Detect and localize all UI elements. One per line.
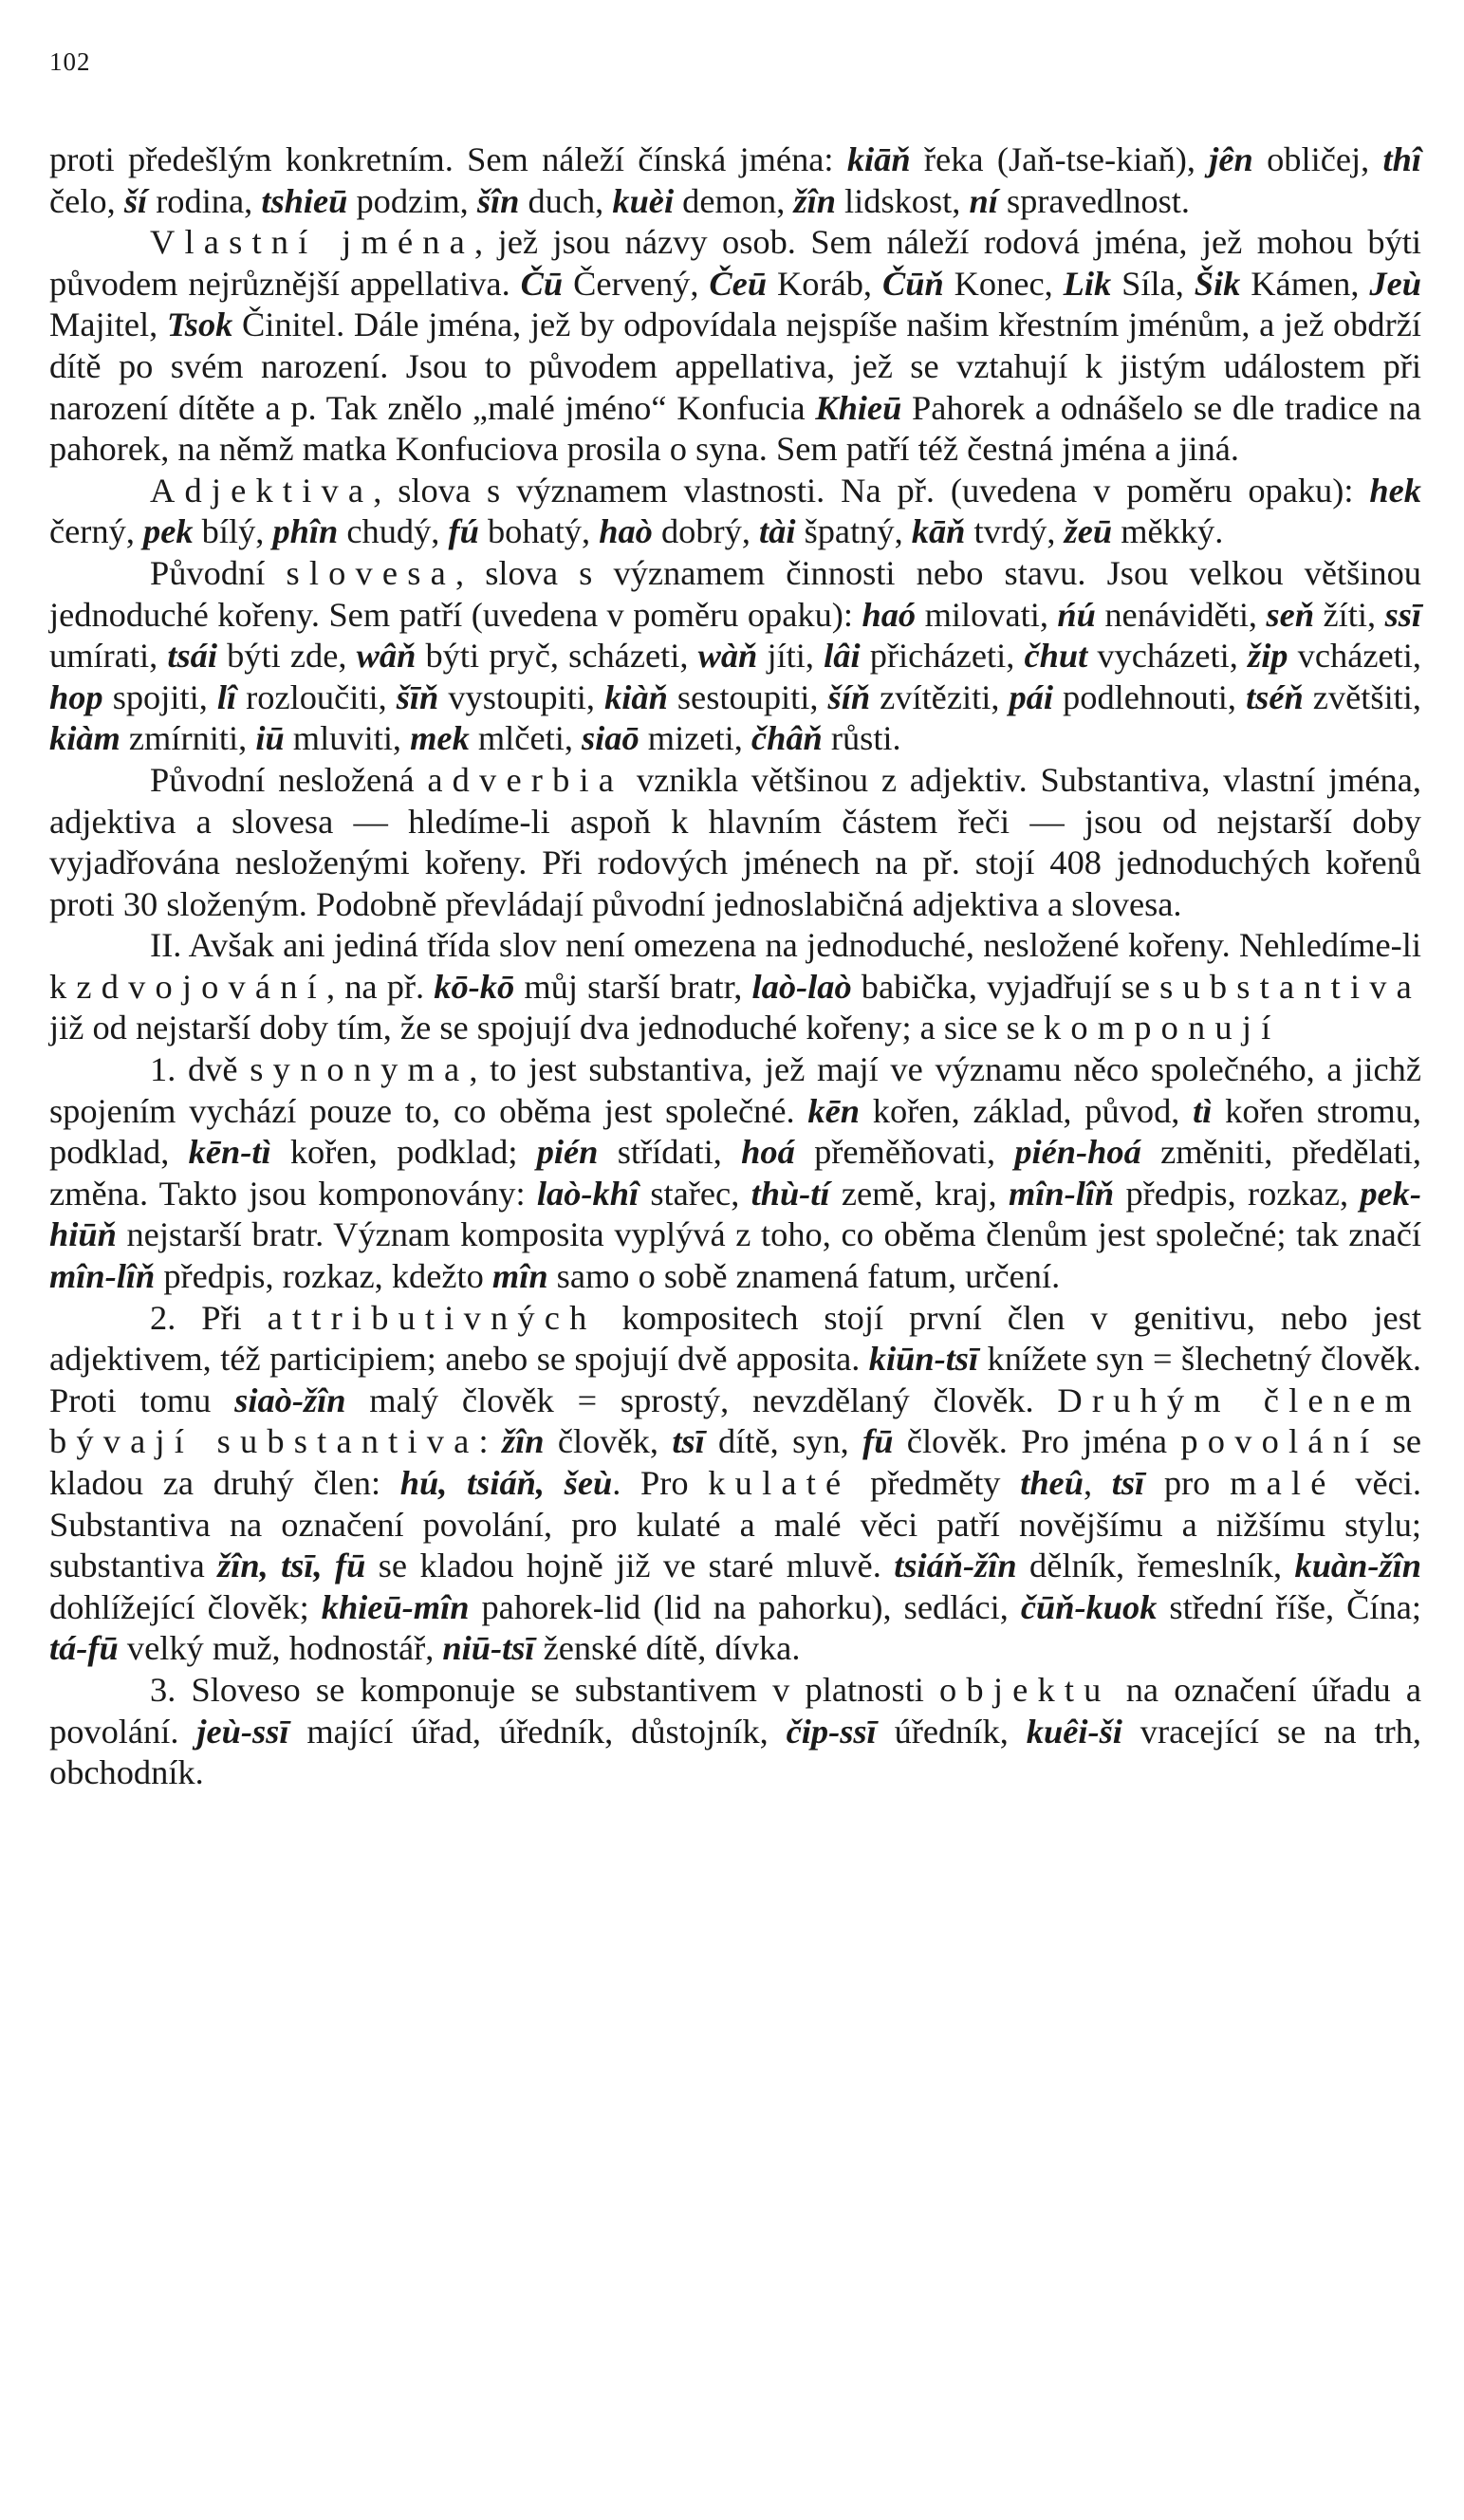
- text-run: pahorek-lid (lid na pahorku), sedláci,: [469, 1587, 1021, 1626]
- text-run: růsti.: [822, 719, 901, 758]
- text-run: zmírniti,: [120, 719, 256, 758]
- term: kēn-tì: [188, 1133, 271, 1172]
- text-run: řeka (Jaň-tse-kiaň),: [910, 140, 1210, 178]
- text-run: mající úřad, úředník, důstojník,: [288, 1712, 787, 1751]
- term: tsī: [1111, 1464, 1145, 1502]
- term: kāň: [911, 512, 966, 551]
- text-run: vycházeti,: [1087, 637, 1249, 676]
- term: tsī: [672, 1422, 705, 1461]
- text-run: duch,: [519, 181, 613, 220]
- text-run: milovati,: [916, 595, 1058, 634]
- term: khieū-mîn: [321, 1587, 470, 1626]
- spaced-term: Druhým členem bývají substantiva: [49, 1380, 1422, 1461]
- term: čhut: [1024, 637, 1088, 676]
- term: niū-tsī: [442, 1629, 535, 1668]
- text-run: chudý,: [338, 512, 449, 551]
- text-run: tvrdý,: [965, 512, 1065, 551]
- text-run: lidskost,: [835, 181, 970, 220]
- text-run: 1. dvě: [150, 1050, 250, 1089]
- text-run: dělník, řemeslník,: [1016, 1547, 1295, 1585]
- text-run: velký muž, hodnostář,: [118, 1629, 443, 1668]
- text-run: měkký.: [1112, 512, 1224, 551]
- spaced-term: slovesa: [286, 553, 455, 592]
- paragraph: [49, 925, 1421, 1049]
- text-run: 2. Při: [150, 1298, 268, 1337]
- term: kuèi: [612, 181, 675, 220]
- text-run: malý člověk = sprostý, nevzdělaný člověk.: [345, 1380, 1058, 1419]
- body-text: [49, 139, 1421, 1794]
- text-run: nenáviděti,: [1095, 595, 1267, 634]
- term: kō-kō: [434, 967, 515, 1006]
- spaced-term: kulaté: [708, 1464, 851, 1502]
- term: Jeù: [1369, 264, 1421, 303]
- text-run: , na př.: [325, 967, 435, 1006]
- spaced-term: povolání: [1180, 1422, 1380, 1461]
- text-run: vracející se na trh, obchodník.: [49, 1712, 1422, 1792]
- text-run: demon,: [674, 181, 794, 220]
- term: hú, tsiáň, šeù: [399, 1464, 613, 1502]
- text-run: vznikla většinou z adjektiv. Substantiva, vlastní jména, adjektiva a slovesa — hledíme-li aspoň k hlavním částem řeči — jsou od nejstarší doby vyjadřována nesloženými kořeny. Při rodových jménech na př. stojí 408 jednoduchých kořenů proti 30 složeným. Podobně převládají původní jednoslabičná adjektiva a slovesa.: [49, 760, 1421, 923]
- text-run: ženské dítě, dívka.: [534, 1629, 801, 1668]
- term: Khieū: [815, 388, 902, 427]
- text-run: střední říše, Čína;: [1157, 1587, 1421, 1626]
- term: fū: [862, 1422, 894, 1461]
- term: tshieū: [261, 181, 348, 220]
- text-run: sestoupiti,: [667, 677, 828, 716]
- text-run: Pahorek a odnášelo se dle tradice na pahorek, na němž matka Konfuciova prosila o syna. Sem patří též čestná jména a jiná.: [49, 388, 1421, 469]
- term: kuêi-ši: [1026, 1712, 1122, 1751]
- text-run: podzim,: [347, 181, 477, 220]
- text-run: spojiti,: [102, 677, 217, 716]
- term: theû: [1020, 1464, 1084, 1502]
- term: čip-ssī: [786, 1712, 877, 1751]
- term: Čeū: [709, 264, 768, 303]
- text-run: kořen, podklad;: [270, 1133, 537, 1172]
- term: šíň: [827, 677, 871, 716]
- term: phîn: [272, 512, 339, 551]
- text-run: předměty: [850, 1464, 1021, 1502]
- text-run: 3. Sloveso se komponuje se substantivem v platnosti: [150, 1670, 940, 1709]
- text-run: , to jest substantiva, jež mají ve významu něco společného, a jichž spojením vychází pouze to, co oběma jest společné.: [49, 1050, 1421, 1130]
- text-run: obličej,: [1252, 140, 1383, 178]
- term: žîn: [793, 181, 836, 220]
- spaced-term: Adjektiva: [150, 471, 374, 510]
- paragraph: [49, 1670, 1421, 1794]
- text-run: Původní: [150, 553, 287, 592]
- term: wàň: [697, 637, 758, 676]
- term: lî: [216, 677, 237, 716]
- term: haó: [862, 595, 917, 634]
- text-run: Konec,: [943, 264, 1064, 303]
- text-run: mlčeti,: [469, 719, 583, 758]
- text-run: mizeti,: [639, 719, 751, 758]
- text-run: Červený,: [563, 264, 710, 303]
- text-run: předpis, rozkaz,: [1114, 1174, 1361, 1213]
- term: tsái: [167, 637, 217, 676]
- term: Čū: [520, 264, 564, 303]
- term: čhâň: [751, 719, 823, 758]
- text-run: dítě, syn,: [704, 1422, 863, 1461]
- text-run: dohlížející člověk;: [49, 1587, 322, 1626]
- term: Lik: [1063, 264, 1112, 303]
- text-run: zvítěziti,: [870, 677, 1010, 716]
- text-run: čelo,: [49, 181, 124, 220]
- text-run: předpis, rozkaz, kdežto: [155, 1257, 492, 1296]
- text-run: podlehnouti,: [1053, 677, 1247, 716]
- text-run: nejstarší bratr. Význam komposita vyplývá z toho, co oběma členům jest společné; tak značí: [116, 1215, 1421, 1254]
- term: ší: [123, 181, 148, 220]
- text-run: přeměňovati,: [794, 1133, 1015, 1172]
- term: jên: [1209, 140, 1253, 178]
- paragraph: [49, 553, 1421, 760]
- term: siaō: [582, 719, 639, 758]
- term: ssī: [1384, 595, 1421, 634]
- term: seň: [1266, 595, 1315, 634]
- spaced-term: malé: [1230, 1464, 1336, 1502]
- term: mîn-lîň: [49, 1257, 156, 1296]
- text-run: střídati,: [598, 1133, 742, 1172]
- text-run: úředník,: [876, 1712, 1027, 1751]
- text-run: kořen, základ, původ,: [859, 1091, 1194, 1130]
- text-run: býti zde,: [216, 637, 357, 676]
- text-run: bílý,: [193, 512, 273, 551]
- paragraph: [49, 1298, 1421, 1670]
- term: mek: [410, 719, 470, 758]
- term: tá-fū: [49, 1629, 119, 1668]
- term: čūň-kuok: [1020, 1587, 1158, 1626]
- term: mîn-lîň: [1008, 1174, 1115, 1213]
- term: žîn, tsī, fū: [217, 1547, 366, 1585]
- term: ní: [969, 181, 998, 220]
- text-run: se kladou za druhý člen:: [49, 1422, 1421, 1502]
- text-run: špatný,: [795, 512, 912, 551]
- term: šīň: [396, 677, 439, 716]
- text-run: spravedlnost.: [997, 181, 1190, 220]
- term: fú: [448, 512, 479, 551]
- text-run: již od nejstarší doby tím, že se spojují dva jednoduché kořeny; a sice se: [49, 1009, 1044, 1047]
- term: kuàn-žîn: [1294, 1547, 1421, 1585]
- text-run: věci. Substantiva na označení povolání, pro kulaté a malé věci patří novějšímu a nižšímu stylu; substantiva: [49, 1464, 1421, 1585]
- term: iū: [255, 719, 285, 758]
- term: Šik: [1194, 264, 1241, 303]
- text-run: černý,: [49, 512, 144, 551]
- term: žîn: [501, 1422, 545, 1461]
- text-run: zvětšiti,: [1303, 677, 1421, 716]
- term: kiūn-tsī: [868, 1340, 979, 1379]
- text-run: samo o sobě znamená fatum, určení.: [547, 1257, 1061, 1296]
- text-run: pro: [1144, 1464, 1231, 1502]
- text-run: . Pro: [612, 1464, 709, 1502]
- text-run: jíti,: [757, 637, 825, 676]
- term: žeū: [1064, 512, 1113, 551]
- term: mîn: [491, 1257, 548, 1296]
- term: thî: [1382, 140, 1422, 178]
- text-run: vystoupiti,: [438, 677, 605, 716]
- text-run: vcházeti,: [1288, 637, 1421, 676]
- term: laò-khî: [536, 1174, 639, 1213]
- text-run: proti předešlým konkretním. Sem náleží čínská jména:: [49, 140, 847, 178]
- spaced-term: zdvojování: [76, 967, 326, 1006]
- spaced-term: objektu: [939, 1670, 1111, 1709]
- term: tséň: [1246, 677, 1304, 716]
- text-run: přicházeti,: [860, 637, 1025, 676]
- text-run: Původní nesložená: [150, 760, 428, 799]
- term: hoá: [741, 1133, 795, 1172]
- text-run: babička, vyjadřují se: [851, 967, 1160, 1006]
- text-run: , jež jsou názvy osob. Sem náleží rodová jména, jež mohou býti původem nejrůznější appellativa.: [49, 223, 1421, 303]
- paragraph: [49, 1049, 1421, 1298]
- text-run: změniti, předělati, změna. Takto jsou komponovány:: [49, 1133, 1421, 1213]
- text-run: rodina,: [147, 181, 262, 220]
- term: tì: [1193, 1091, 1213, 1130]
- text-run: Kámen,: [1240, 264, 1370, 303]
- term: lâi: [824, 637, 861, 676]
- term: jeù-ssī: [196, 1712, 289, 1751]
- term: siaò-žîn: [234, 1380, 346, 1419]
- term: pién: [536, 1133, 599, 1172]
- term: pek-hiūň: [49, 1174, 1421, 1254]
- term: tài: [759, 512, 796, 551]
- text-run: Činitel. Dále jména, jež by odpovídala nejspíše našim křestním jménům, a jež obdrží dítě po svém narození. Jsou to původem appellativa, jež se vztahují k jistým událostem při narození dítěte a p. Tak znělo „malé jméno“ Konfucia: [49, 306, 1421, 427]
- text-run: býti pryč, scházeti,: [416, 637, 698, 676]
- text-run: II. Avšak ani jediná třída slov není omezena na jednoduché, nesložené kořeny. Nehledíme-li k: [49, 926, 1421, 1006]
- term: Tsok: [166, 306, 233, 344]
- term: šîn: [476, 181, 520, 220]
- text-run: se kladou hojně již ve staré mluvě.: [365, 1547, 895, 1585]
- text-run: člověk. Pro jména: [893, 1422, 1181, 1461]
- term: kēn: [807, 1091, 860, 1130]
- text-run: žíti,: [1314, 595, 1385, 634]
- term: kiāň: [846, 140, 911, 178]
- term: wâň: [356, 637, 417, 676]
- text-run: rozloučiti,: [236, 677, 397, 716]
- term: haò: [599, 512, 653, 551]
- text-run: dobrý,: [652, 512, 760, 551]
- text-run: kompositech stojí první člen v genitivu, nebo jest adjektivem, též participiem; anebo se spojují dvě apposita.: [49, 1298, 1421, 1379]
- term: kiàm: [49, 719, 120, 758]
- term: laò-laò: [751, 967, 852, 1006]
- paragraph: [49, 139, 1421, 222]
- text-run: Koráb,: [767, 264, 882, 303]
- text-run: stařec,: [639, 1174, 751, 1213]
- spaced-term: komponují: [1044, 1009, 1281, 1047]
- spaced-term: substantiva: [1159, 967, 1422, 1006]
- text-run: , slova s významem vlastnosti. Na př. (uvedena v poměru opaku):: [373, 471, 1370, 510]
- text-run: Síla,: [1111, 264, 1195, 303]
- text-run: na označení úřadu a povolání.: [49, 1670, 1421, 1751]
- page: [49, 0, 1421, 2520]
- text-run: kořen stromu, podklad,: [49, 1091, 1421, 1172]
- text-run: knížete syn = šlechetný člověk. Proti tomu: [49, 1340, 1421, 1419]
- paragraph: [49, 471, 1421, 553]
- paragraph: [49, 222, 1421, 471]
- text-run: :: [478, 1422, 502, 1461]
- term: pek: [143, 512, 194, 551]
- spaced-term: Vlastní jména: [150, 223, 475, 262]
- text-run: můj starší bratr,: [514, 967, 752, 1006]
- term: thù-tí: [751, 1174, 830, 1213]
- text-run: člověk,: [544, 1422, 673, 1461]
- spaced-term: attributivných: [267, 1298, 597, 1337]
- text-run: Majitel,: [49, 306, 167, 344]
- text-run: umírati,: [49, 637, 168, 676]
- page-number: 102: [49, 47, 91, 76]
- term: hek: [1369, 471, 1421, 510]
- term: pién-hoá: [1014, 1133, 1141, 1172]
- text-run: bohatý,: [478, 512, 600, 551]
- paragraph: [49, 760, 1421, 925]
- term: Čūň: [881, 264, 944, 303]
- term: žip: [1248, 637, 1288, 676]
- term: ńú: [1057, 595, 1096, 634]
- text-run: mluviti,: [284, 719, 411, 758]
- text-run: , slova s významem činnosti nebo stavu. Jsou velkou většinou jednoduché kořeny. Sem patří (uvedena v poměru opaku):: [49, 553, 1421, 634]
- spaced-term: adverbia: [427, 760, 624, 799]
- term: tsiáň-žîn: [894, 1547, 1017, 1585]
- term: kiàň: [604, 677, 668, 716]
- term: pái: [1009, 677, 1053, 716]
- term: hop: [49, 677, 103, 716]
- spaced-term: synonyma: [250, 1050, 470, 1089]
- text-run: ,: [1083, 1464, 1112, 1502]
- text-run: země, kraj,: [829, 1174, 1009, 1213]
